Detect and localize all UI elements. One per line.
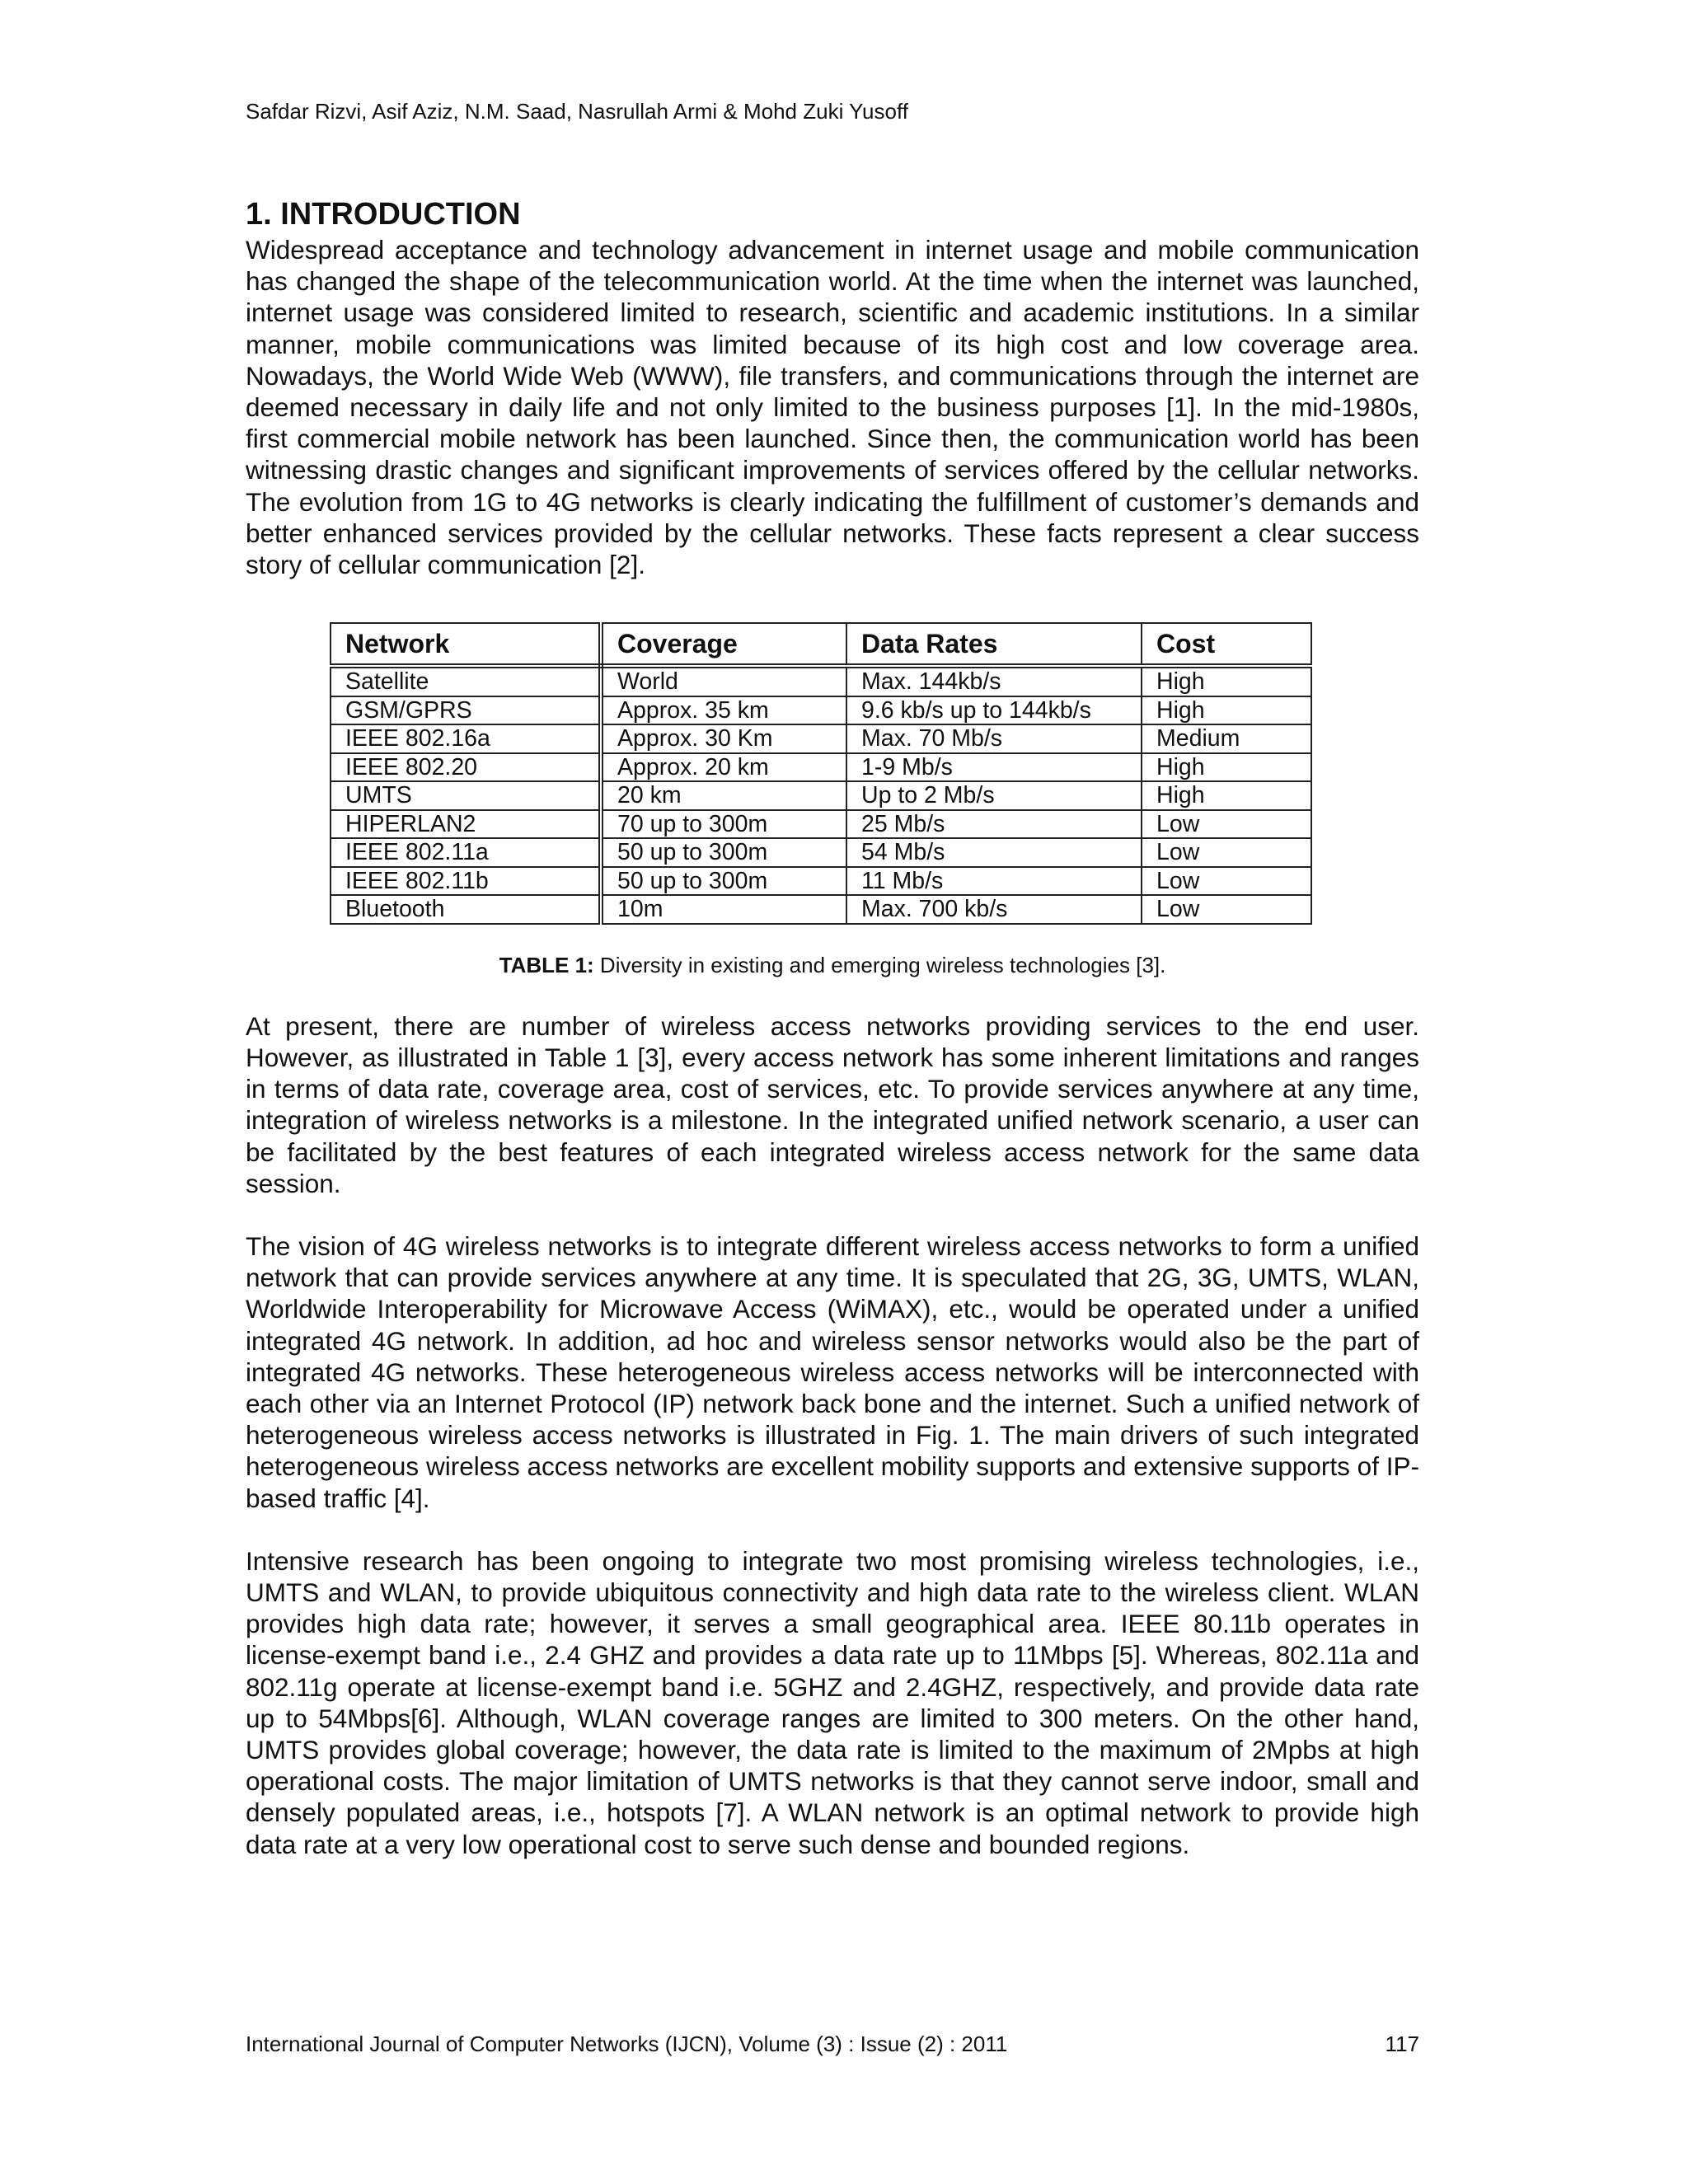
table-row bbox=[331, 867, 1311, 896]
cell-network: UMTS bbox=[331, 781, 601, 810]
cell-data-rate: Max. 70 Mb/s bbox=[846, 724, 1142, 753]
main-content bbox=[246, 194, 1419, 1860]
header-cost: Cost bbox=[1142, 623, 1311, 666]
technology-table bbox=[330, 622, 1312, 925]
cell-data-rate: 1-9 Mb/s bbox=[846, 753, 1142, 782]
technology-table-container bbox=[330, 622, 1311, 925]
header-data-rates: Data Rates bbox=[846, 623, 1142, 666]
cell-cost: High bbox=[1142, 696, 1311, 725]
paragraph-access-networks: At present, there are number of wireless access networks providing services to the end user. However, as illustrated in Table 1 [3], every access network has some inherent limitations and ranges in terms of data rate, coverage area, cost of services, etc. To provide services anywhere at any time, integration of wireless networks is a milestone. In the integrated unified network scenario, a user can be facilitated by the best features of each integrated wireless access network for the same data session. bbox=[246, 1010, 1419, 1198]
page-number: 117 bbox=[1385, 2032, 1419, 2056]
cell-coverage: 50 up to 300m bbox=[601, 867, 846, 896]
table-row bbox=[331, 838, 1311, 867]
cell-network: Bluetooth bbox=[331, 895, 601, 924]
table-row bbox=[331, 696, 1311, 725]
cell-network: IEEE 802.20 bbox=[331, 753, 601, 782]
cell-coverage: 20 km bbox=[601, 781, 846, 810]
cell-coverage: 70 up to 300m bbox=[601, 810, 846, 839]
table-header-row bbox=[331, 623, 1311, 666]
cell-network: HIPERLAN2 bbox=[331, 810, 601, 839]
cell-cost: Low bbox=[1142, 810, 1311, 839]
cell-coverage: 10m bbox=[601, 895, 846, 924]
cell-network: IEEE 802.11b bbox=[331, 867, 601, 896]
cell-network: Satellite bbox=[331, 666, 601, 696]
running-header-authors: Safdar Rizvi, Asif Aziz, N.M. Saad, Nasrullah Armi & Mohd Zuki Yusoff bbox=[246, 99, 908, 124]
cell-coverage: World bbox=[601, 666, 846, 696]
cell-cost: Low bbox=[1142, 895, 1311, 924]
table-row bbox=[331, 781, 1311, 810]
table-caption-label: TABLE 1: bbox=[499, 952, 594, 977]
table-row bbox=[331, 895, 1311, 924]
table-row bbox=[331, 810, 1311, 839]
cell-coverage: Approx. 35 km bbox=[601, 696, 846, 725]
cell-cost: High bbox=[1142, 781, 1311, 810]
cell-coverage: Approx. 20 km bbox=[601, 753, 846, 782]
cell-coverage: 50 up to 300m bbox=[601, 838, 846, 867]
cell-cost: Medium bbox=[1142, 724, 1311, 753]
table-row bbox=[331, 724, 1311, 753]
table-row bbox=[331, 753, 1311, 782]
table-caption-text: Diversity in existing and emerging wireless technologies [3]. bbox=[593, 952, 1166, 977]
cell-data-rate: 54 Mb/s bbox=[846, 838, 1142, 867]
header-network: Network bbox=[331, 623, 601, 666]
cell-data-rate: Max. 144kb/s bbox=[846, 666, 1142, 696]
cell-cost: Low bbox=[1142, 867, 1311, 896]
paragraph-4g-vision: The vision of 4G wireless networks is to integrate different wireless access networks to form a unified network that can provide services anywhere at any time. It is speculated that 2G, 3G, UMTS, WLAN, Worldwide Interoperability for Microwave Access (WiMAX), etc., would be operated under a unified integrated 4G network. In addition, ad hoc and wireless sensor networks would also be the part of integrated 4G networks. These heterogeneous wireless access networks will be interconnected with each other via an Internet Protocol (IP) network back bone and the internet. Such a unified network of heterogeneous wireless access networks is illustrated in Fig. 1. The main drivers of such integrated heterogeneous wireless access networks are excellent mobility supports and extensive supports of IP-based traffic [4]. bbox=[246, 1230, 1419, 1513]
cell-cost: Low bbox=[1142, 838, 1311, 867]
cell-network: IEEE 802.16a bbox=[331, 724, 601, 753]
cell-cost: High bbox=[1142, 666, 1311, 696]
cell-data-rate: 9.6 kb/s up to 144kb/s bbox=[846, 696, 1142, 725]
cell-network: IEEE 802.11a bbox=[331, 838, 601, 867]
table-caption bbox=[246, 951, 1419, 979]
cell-coverage: Approx. 30 Km bbox=[601, 724, 846, 753]
cell-data-rate: 25 Mb/s bbox=[846, 810, 1142, 839]
section-heading: 1. INTRODUCTION bbox=[246, 197, 521, 232]
cell-network: GSM/GPRS bbox=[331, 696, 601, 725]
paragraph-umts-wlan: Intensive research has been ongoing to integrate two most promising wireless technologies, i.e., UMTS and WLAN, to provide ubiquitous connectivity and high data rate to the wireless client. WLAN provides high data rate; however, it serves a small geographical area. IEEE 80.11b operates in license-exempt band i.e., 2.4 GHZ and provides a data rate up to 11Mbps [5]. Whereas, 802.11a and 802.11g operate at license-exempt band i.e. 5GHZ and 2.4GHZ, respectively, and provide data rate up to 54Mbps[6]. Although, WLAN coverage ranges are limited to 300 meters. On the other hand, UMTS provides global coverage; however, the data rate is limited to the maximum of 2Mpbs at high operational costs. The major limitation of UMTS networks is that they cannot serve indoor, small and densely populated areas, i.e., hotspots [7]. A WLAN network is an optimal network to provide high data rate at a very low operational cost to serve such dense and bounded regions. bbox=[246, 1545, 1419, 1859]
cell-data-rate: Up to 2 Mb/s bbox=[846, 781, 1142, 810]
cell-data-rate: Max. 700 kb/s bbox=[846, 895, 1142, 924]
table-row bbox=[331, 666, 1311, 696]
header-coverage: Coverage bbox=[601, 623, 846, 666]
footer-journal-citation: International Journal of Computer Networks (IJCN), Volume (3) : Issue (2) : 2011 bbox=[246, 2032, 1008, 2056]
intro-paragraph: Widespread acceptance and technology advancement in internet usage and mobile communication has changed the shape of the telecommunication world. At the time when the internet was launched, internet usage was considered limited to research, scientific and academic institutions. In a similar manner, mobile communications was limited because of its high cost and low coverage area. Nowadays, the World Wide Web (WWW), file transfers, and communications through the internet are deemed necessary in daily life and not only limited to the business purposes [1]. In the mid-1980s, first commercial mobile network has been launched. Since then, the communication world has been witnessing drastic changes and significant improvements of services offered by the cellular networks. The evolution from 1G to 4G networks is clearly indicating the fulfillment of customer’s demands and better enhanced services provided by the cellular networks. These facts represent a clear success story of cellular communication [2]. bbox=[246, 235, 1419, 580]
cell-cost: High bbox=[1142, 753, 1311, 782]
cell-data-rate: 11 Mb/s bbox=[846, 867, 1142, 896]
